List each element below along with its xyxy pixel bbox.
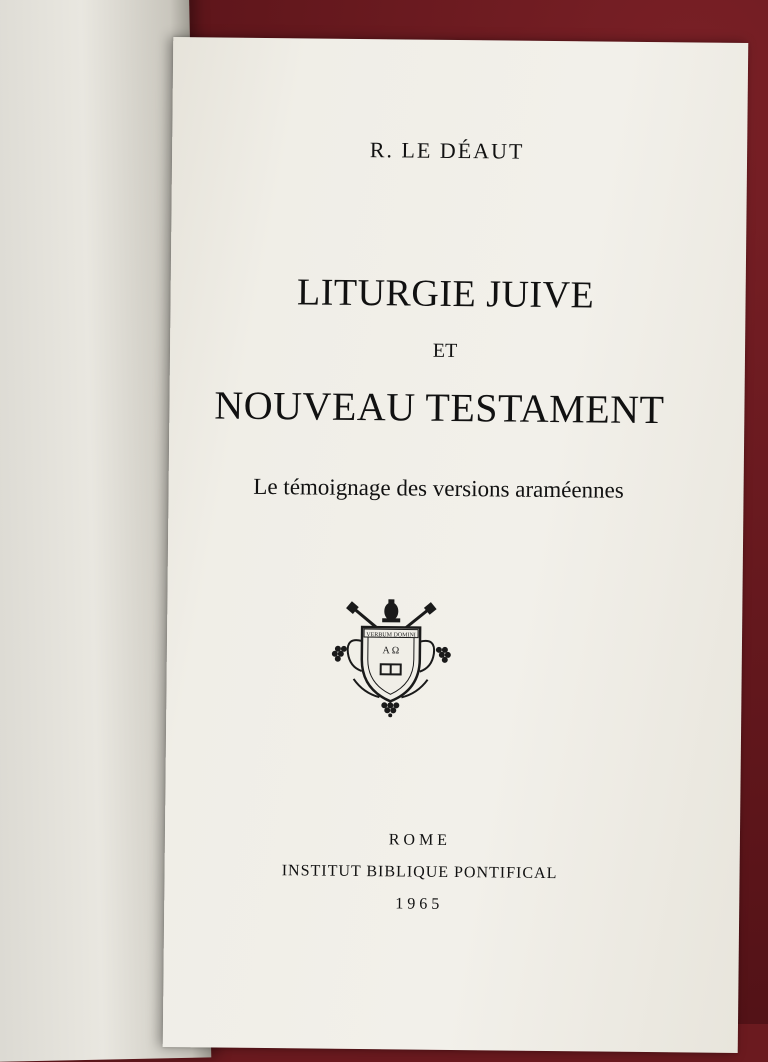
author-name: R. LE DÉAUT <box>369 137 525 164</box>
title-page-content <box>163 37 749 1053</box>
imprint-year: 1965 <box>395 895 444 913</box>
pontifical-institute-seal-icon <box>323 597 459 718</box>
seal-motto: VERBUM DOMINI <box>366 632 416 639</box>
subtitle: Le témoignage des versions araméennes <box>253 473 624 503</box>
imprint-publisher: INSTITUT BIBLIQUE PONTIFICAL <box>281 862 558 883</box>
imprint-place: ROME <box>388 831 452 849</box>
title-line-2: NOUVEAU TESTAMENT <box>214 382 665 433</box>
seal-letters: A Ω <box>382 645 400 657</box>
title-connector: ET <box>432 339 458 363</box>
title-line-1: LITURGIE JUIVE <box>296 271 595 317</box>
